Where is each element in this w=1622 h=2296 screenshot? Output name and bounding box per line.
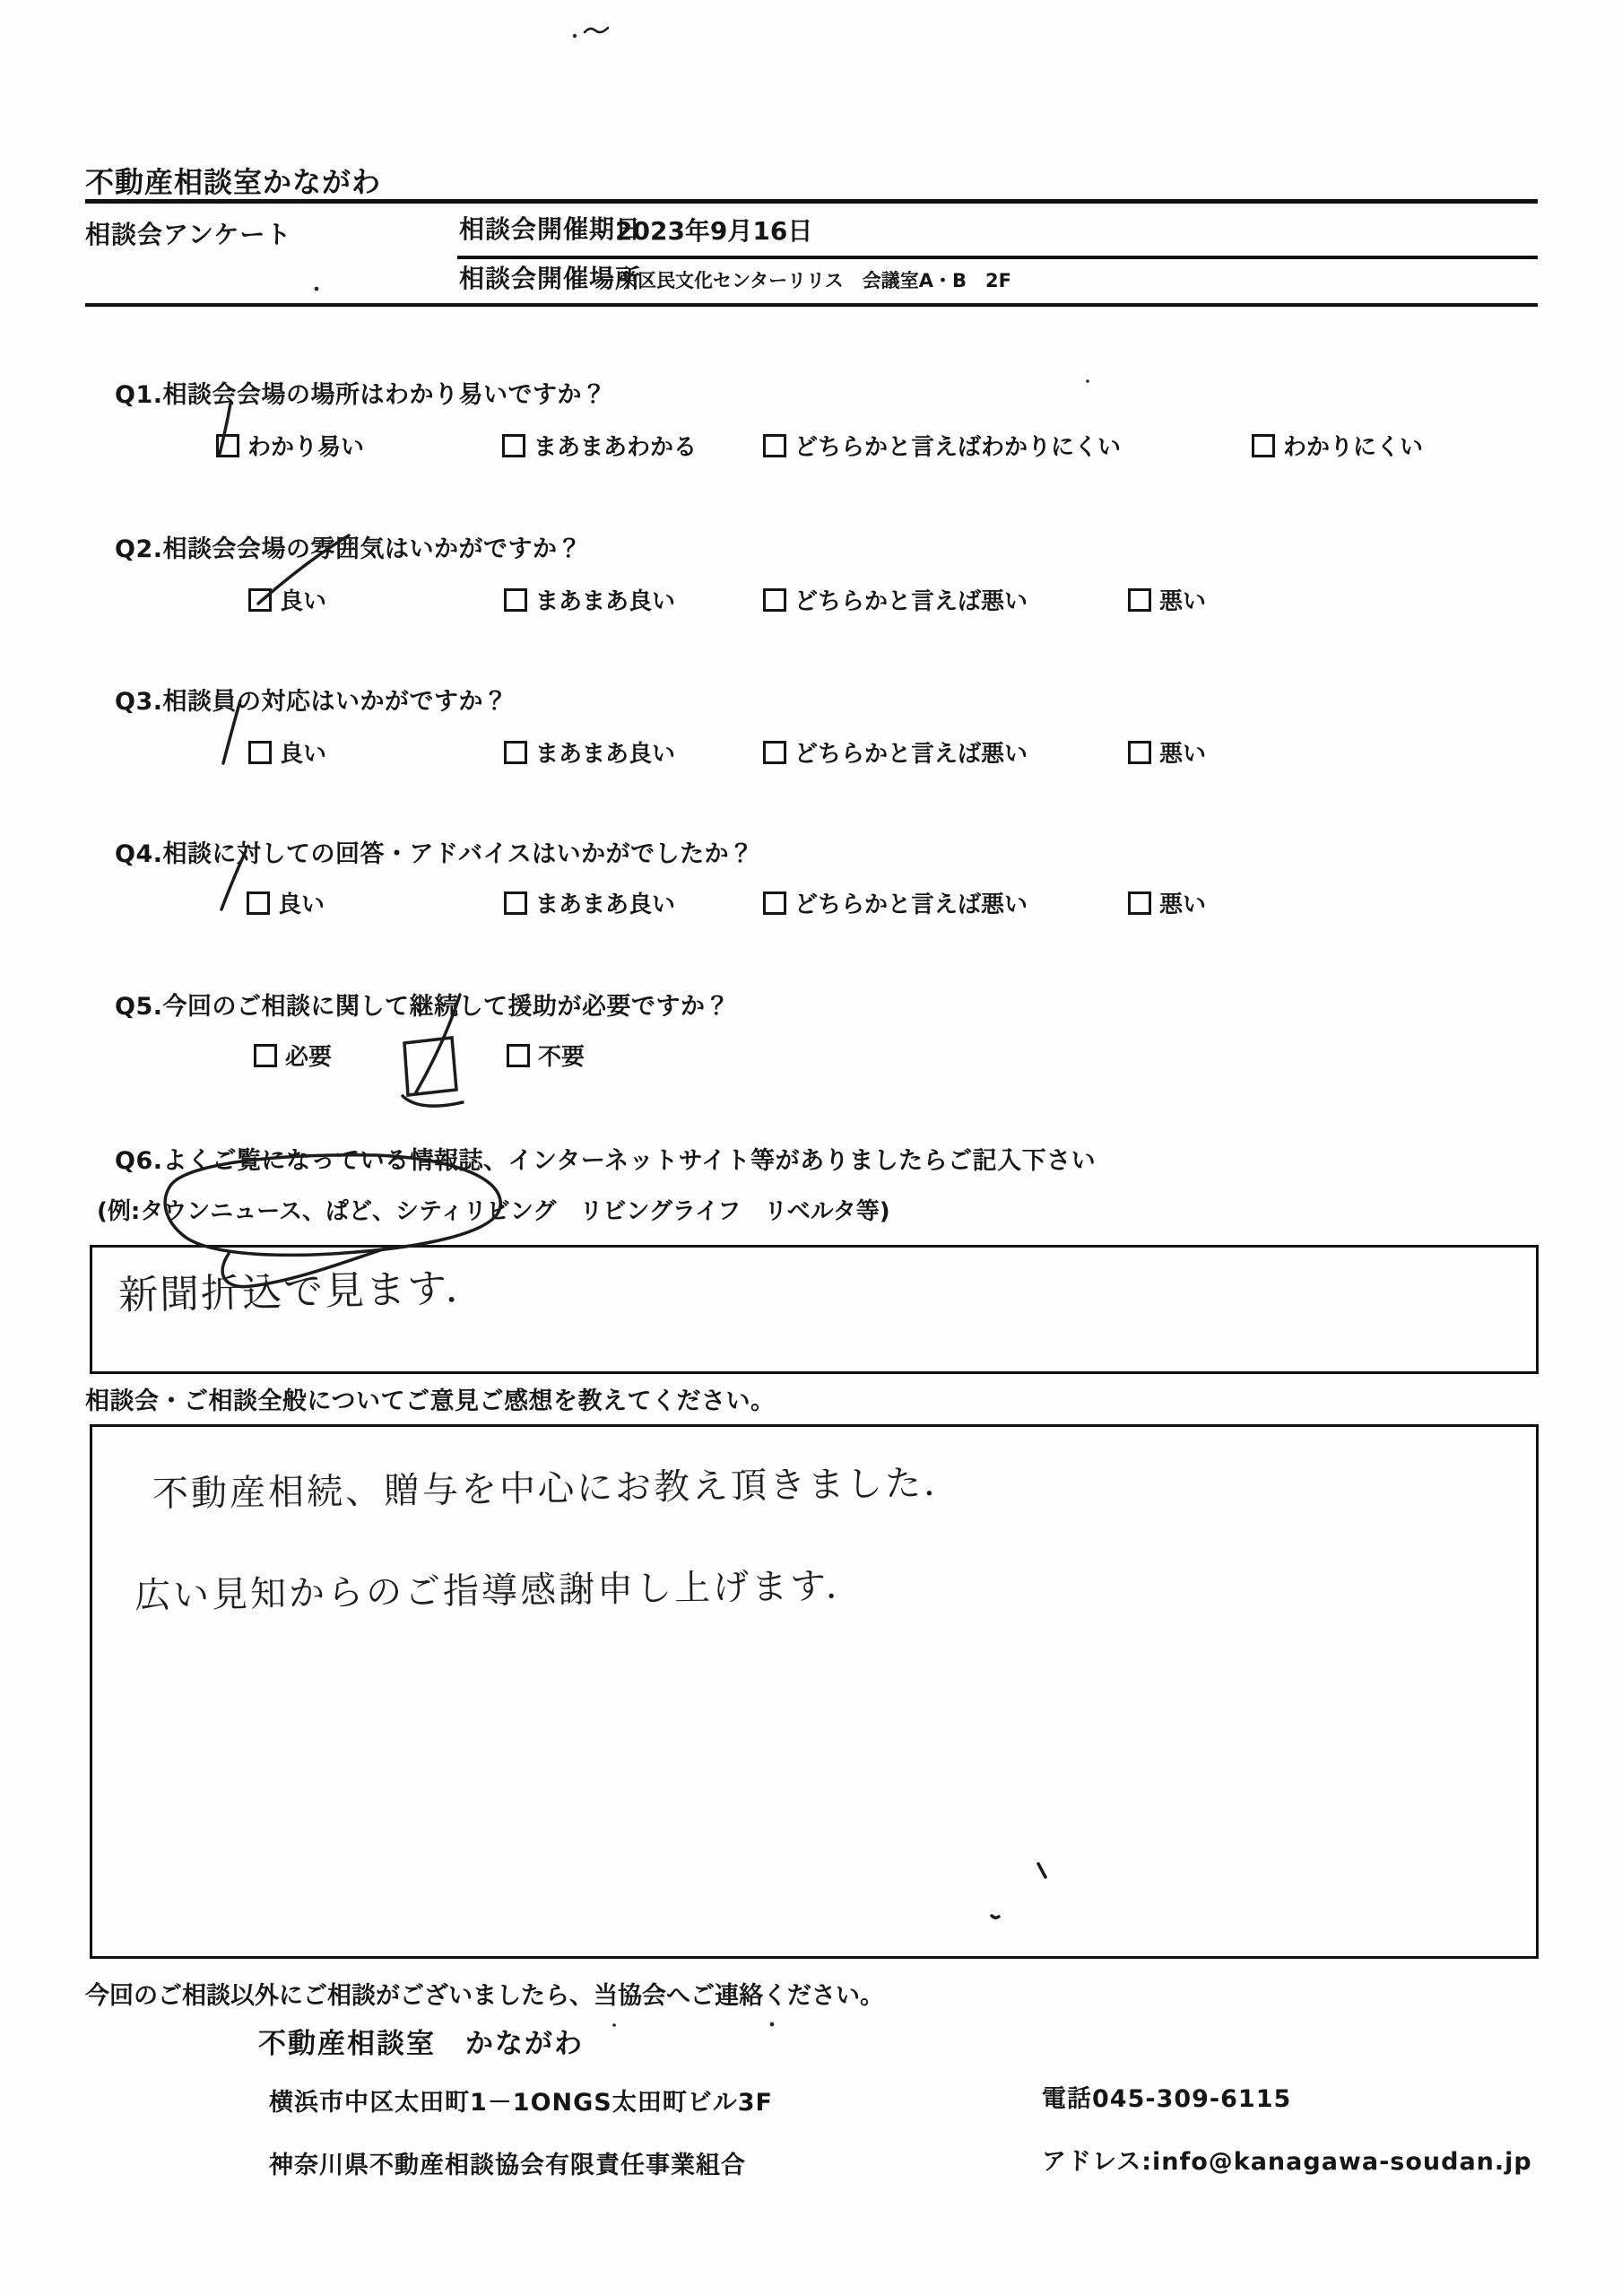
- q3-option-4-label: 悪い: [1159, 741, 1207, 768]
- q4-option-4: [1128, 886, 1206, 919]
- feedback-handwritten-line-1: 不動産相続、贈与を中心にお教え頂きました．: [152, 1462, 963, 1516]
- question-5-text: Q5.今回のご相談に関して継続して援助が必要ですか？: [115, 993, 730, 1021]
- question-3-text: Q3.相談員の対応はいかがですか？: [115, 688, 508, 716]
- q6-handwritten-answer: 新聞折込で見ます．: [117, 1265, 488, 1319]
- checkbox-q3-yoi: [248, 741, 272, 764]
- checkbox-q1-wakariyasui: [216, 434, 239, 457]
- q5-handwritten-box: [404, 1038, 456, 1095]
- feedback-handwritten-line-2: 広い見知からのご指導感謝申し上げます．: [134, 1565, 865, 1617]
- q5-option-2-label: 不要: [538, 1044, 585, 1071]
- checkbox-q2-warui: [1128, 588, 1151, 612]
- q4-option-4-label: 悪い: [1159, 891, 1207, 918]
- q2-option-4-label: 悪い: [1159, 588, 1207, 615]
- footer-phone: 電話045-309-6115: [1042, 2085, 1292, 2113]
- q3-option-4: [1128, 735, 1206, 769]
- q3-option-2: [504, 735, 675, 769]
- q1-option-2: [502, 429, 697, 462]
- q6-example-prefix: (例:: [97, 1198, 141, 1225]
- scan-dot-2: [315, 287, 319, 291]
- q2-option-3: [763, 583, 1028, 616]
- q6-examples-line: [97, 1193, 890, 1226]
- checkbox-q4-maamaa: [504, 891, 527, 915]
- q1-option-2-label: まあまあわかる: [533, 434, 698, 461]
- q4-option-2: [504, 886, 675, 919]
- checkbox-q4-warui: [1128, 891, 1151, 915]
- q5-option-1: [254, 1039, 332, 1072]
- event-date-label: 相談会開催期日: [459, 214, 642, 244]
- scan-dot-5: [612, 2023, 616, 2027]
- q6-example-suffix: 、ぱど、シティリビング リビングライフ リベルタ等): [301, 1198, 890, 1225]
- q4-option-3-label: どちらかと言えば悪い: [794, 891, 1028, 918]
- form-name: 相談会アンケート: [85, 220, 292, 249]
- question-2-text: Q2.相談会会場の雰囲気はいかがですか？: [115, 535, 582, 563]
- footer-email: アドレス:info@kanagawa-soudan.jp: [1042, 2148, 1532, 2176]
- checkbox-q5-fuyou: [507, 1044, 530, 1067]
- checkbox-q1-maamaa: [502, 434, 525, 457]
- checkbox-q3-warui: [1128, 741, 1151, 764]
- q1-option-1-label: わかり易い: [247, 434, 365, 461]
- q2-option-1-label: 良い: [280, 588, 327, 615]
- header-rule-bottom: [85, 303, 1538, 307]
- q3-option-3-label: どちらかと言えば悪い: [794, 741, 1028, 768]
- checkbox-q5-hitsuyou: [254, 1044, 277, 1067]
- q3-option-1-label: 良い: [280, 741, 327, 768]
- header-rule-top: [85, 199, 1538, 204]
- checkbox-q1-wakarinikui: [1252, 434, 1275, 457]
- q5-option-2: [507, 1039, 585, 1072]
- footer-address: 横浜市中区太田町1－1ONGS太田町ビル3F: [269, 2089, 773, 2117]
- q4-option-1-label: 良い: [278, 891, 325, 918]
- page-title: 不動産相談室かながわ: [85, 165, 382, 199]
- q1-option-1: [216, 429, 364, 462]
- footer-note: 今回のご相談以外にご相談がございましたら、当協会へご連絡ください。: [85, 1982, 884, 2010]
- scan-dot-1: [573, 34, 577, 38]
- event-place-value: 栄区民文化センターリリス 会議室A・B 2F: [619, 270, 1011, 291]
- checkbox-q4-dochiraka: [763, 891, 786, 915]
- scan-dot-4: [1086, 379, 1089, 383]
- q2-option-4: [1128, 583, 1206, 616]
- q4-option-2-label: まあまあ良い: [535, 891, 676, 918]
- q2-option-1: [248, 583, 326, 616]
- question-4-text: Q4.相談に対しての回答・アドバイスはいかがでしたか？: [115, 840, 754, 868]
- q1-option-4: [1252, 429, 1423, 462]
- q3-option-3: [763, 735, 1028, 769]
- q6-example-circled: タウンニュース: [140, 1198, 302, 1225]
- checkbox-q3-dochiraka: [763, 741, 786, 764]
- checkbox-q2-yoi: [248, 588, 272, 612]
- event-place-label: 相談会開催場所: [459, 264, 642, 293]
- q4-option-3: [763, 886, 1028, 919]
- checkbox-q1-dochiraka: [763, 434, 786, 457]
- checkbox-q4-yoi: [247, 891, 270, 915]
- scan-dot-3: [770, 2022, 775, 2027]
- q1-option-3-label: どちらかと言えばわかりにくい: [794, 434, 1122, 461]
- question-6-text: Q6.よくご覧になっている情報誌、インターネットサイト等がありましたらご記入下さい: [115, 1147, 1097, 1175]
- checkbox-q3-maamaa: [504, 741, 527, 764]
- q1-option-3: [763, 429, 1121, 462]
- q3-option-2-label: まあまあ良い: [535, 741, 676, 768]
- checkbox-q2-maamaa: [504, 588, 527, 612]
- q5-option-1-label: 必要: [285, 1044, 333, 1071]
- footer-org-name: 不動産相談室 かながわ: [258, 2028, 584, 2060]
- checkbox-q2-dochiraka: [763, 588, 786, 612]
- q2-option-2: [504, 583, 675, 616]
- event-date-value: 2023年9月16日: [615, 216, 813, 246]
- feedback-prompt: 相談会・ご相談全般についてご意見ご感想を教えてください。: [85, 1387, 776, 1415]
- q2-option-3-label: どちらかと言えば悪い: [794, 588, 1028, 615]
- q5-handwritten-tail: [403, 1096, 463, 1106]
- q2-option-2-label: まあまあ良い: [535, 588, 676, 615]
- scan-squiggle: [585, 28, 608, 32]
- footer-association: 神奈川県不動産相談協会有限責任事業組合: [269, 2152, 746, 2179]
- q1-option-4-label: わかりにくい: [1283, 434, 1424, 461]
- q4-option-1: [247, 886, 325, 919]
- question-1-text: Q1.相談会会場の場所はわかり易いですか？: [115, 381, 607, 409]
- q3-option-1: [248, 735, 326, 769]
